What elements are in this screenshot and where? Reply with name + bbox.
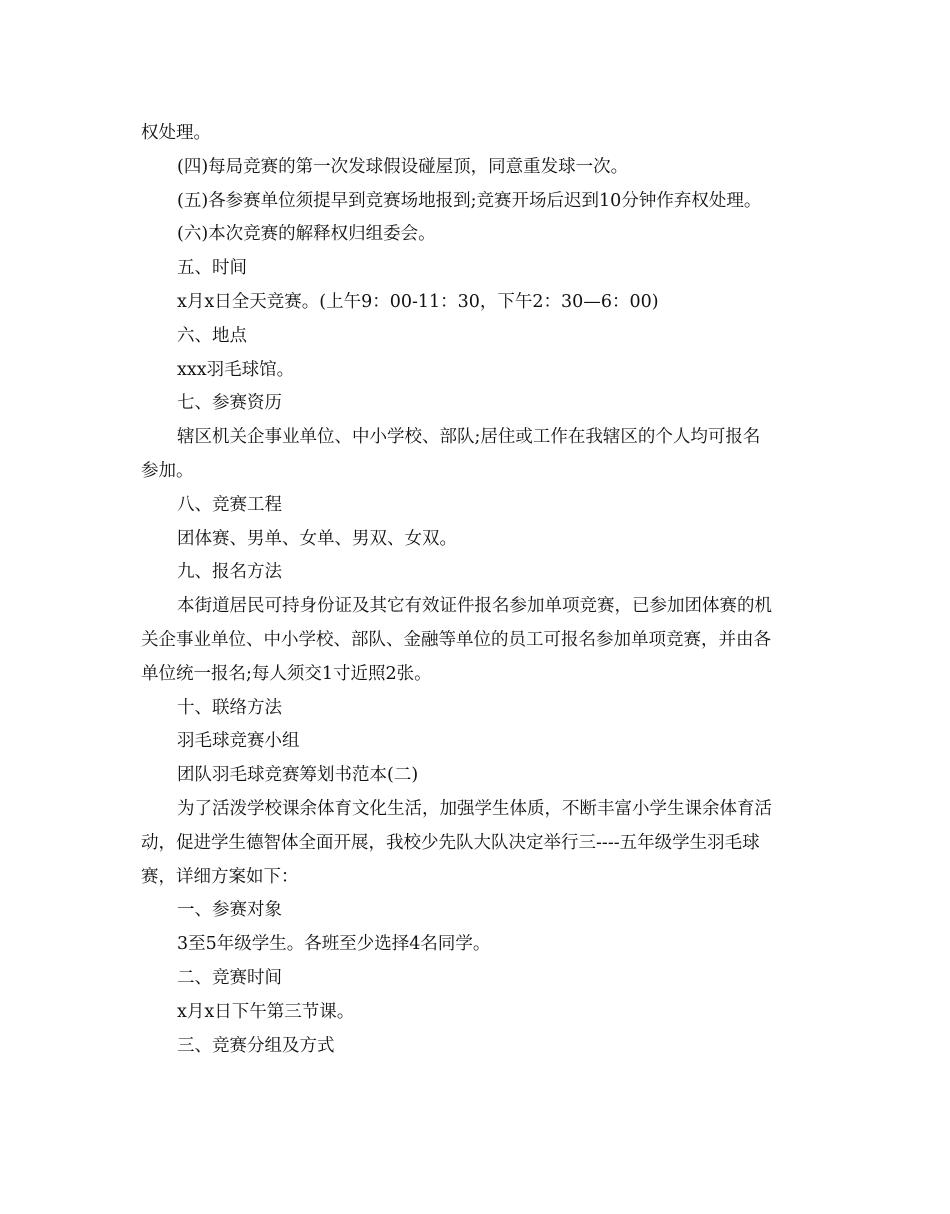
text-line: (四)每局竞赛的第一次发球假设碰屋顶，同意重发球一次。: [177, 156, 629, 177]
document-body: [141, 117, 816, 1063]
text-line: 二、竞赛时间: [177, 967, 282, 988]
text-line: 团队羽毛球竞赛筹划书范本(二): [177, 765, 419, 786]
text-line: 团体赛、男单、女单、男双、女双。: [177, 528, 457, 549]
text-line: 为了活泼学校课余体育文化生活，加强学生体质，不断丰富小学生课余体育活: [177, 798, 772, 819]
text-line: 赛，详细方案如下：: [141, 866, 299, 887]
text-line: 六、地点: [177, 325, 247, 346]
text-line: 五、时间: [177, 258, 247, 279]
text-line: 3至5年级学生。各班至少选择4名同学。: [177, 934, 491, 955]
text-line: 九、报名方法: [177, 562, 282, 583]
text-line: 参加。: [141, 460, 194, 481]
text-line: 羽毛球竞赛小组: [177, 731, 300, 752]
text-line: 单位统一报名;每人须交1寸近照2张。: [141, 663, 432, 684]
text-line: 七、参赛资历: [177, 393, 282, 414]
text-line: 动，促进学生德智体全面开展，我校少先队大队决定举行三----五年级学生羽毛球: [141, 832, 760, 853]
text-line: 权处理。: [141, 123, 211, 143]
text-line: 关企事业单位、中小学校、部队、金融等单位的员工可报名参加单项竞赛，并由各: [141, 629, 771, 650]
text-line: 十、联络方法: [177, 697, 282, 718]
text-line: x月x日全天竞赛。(上午9：00-11：30，下午2：30—6：00): [177, 291, 659, 312]
text-line: 本街道居民可持身份证及其它有效证件报名参加单项竞赛，已参加团体赛的机: [177, 596, 772, 617]
text-line: 三、竞赛分组及方式: [177, 1035, 335, 1056]
text-line: (六)本次竞赛的解释权归组委会。: [177, 224, 436, 245]
text-line: (五)各参赛单位须提早到竞赛场地报到;竞赛开场后迟到10分钟作弃权处理。: [177, 190, 762, 211]
text-line: x月x日下午第三节课。: [177, 1001, 355, 1022]
text-line: 八、竞赛工程: [177, 494, 282, 515]
text-line: xxx羽毛球馆。: [177, 359, 295, 380]
text-line: 辖区机关企事业单位、中小学校、部队;居住或工作在我辖区的个人均可报名: [177, 427, 761, 448]
text-line: 一、参赛对象: [177, 900, 282, 921]
